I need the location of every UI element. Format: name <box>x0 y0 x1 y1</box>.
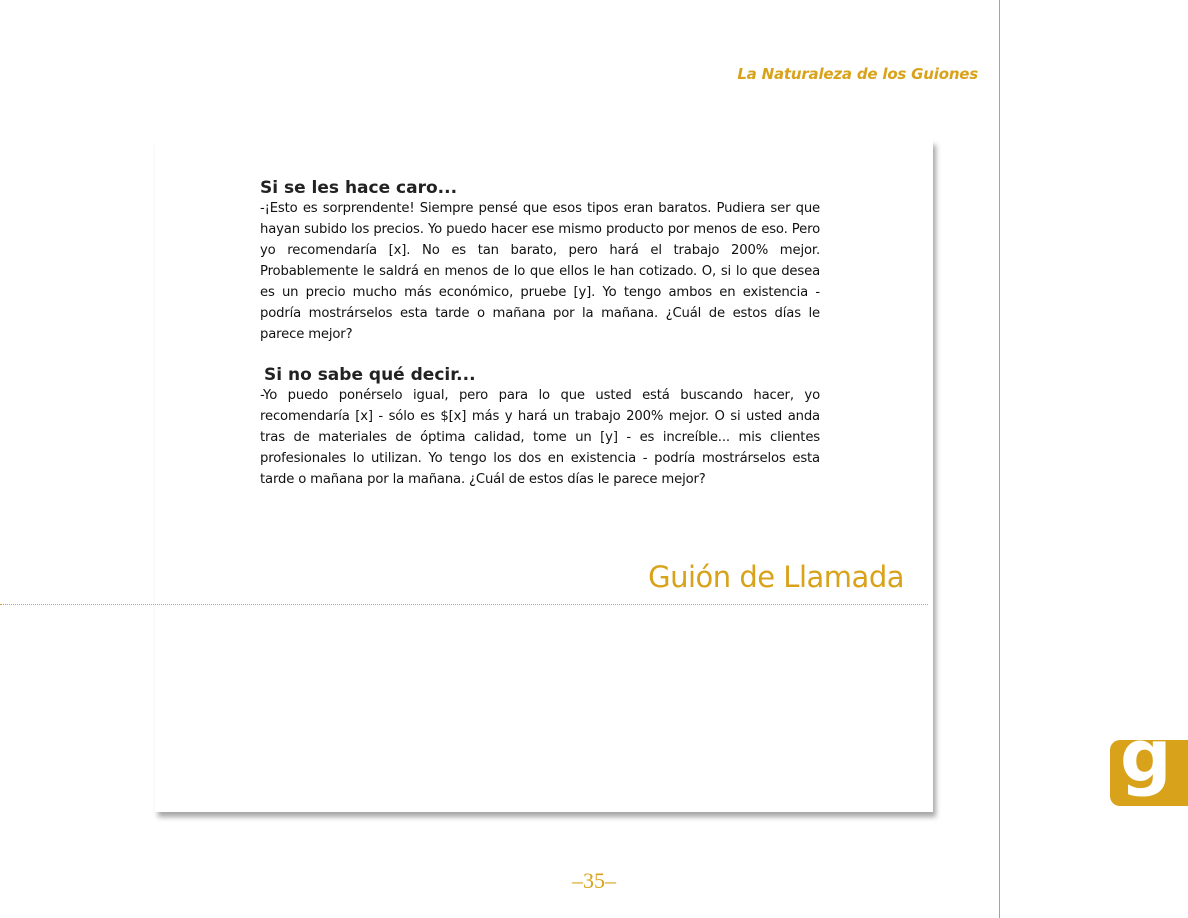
section-body-undecided: -Yo puedo ponérselo igual, pero para lo que usted está buscando hacer, yo recomendaría [x] - sólo es $[x] más y hará un trabajo 200% mejor. O si usted anda tras de materiales de óptima calidad, tome un [y] - es increíble... mis clientes profesionales lo utilizan. Yo tengo los dos en existencia - podría mostrárselos esta tarde o mañana por la mañana. ¿Cuál de estos días le parece mejor? <box>260 388 820 487</box>
running-header: La Naturaleza de los Guiones <box>737 65 978 83</box>
dotted-divider <box>0 604 928 605</box>
logo-letter: g <box>1120 714 1172 798</box>
page-number: –35– <box>572 868 616 893</box>
main-content <box>260 178 820 490</box>
section-title: Guión de Llamada <box>648 560 904 594</box>
section-body-expensive: -¡Esto es sorprendente! Siempre pensé que esos tipos eran baratos. Pudiera ser que hayan subido los precios. Yo puedo hacer ese mismo producto por menos de eso. Pero yo recomendaría [x]. No es tan barato, pero hará el trabajo 200% mejor. Probablemente le saldrá en menos de lo que ellos le han cotizado. O, si lo que desea es un precio mucho más económico, pruebe [y]. Yo tengo ambos en existencia - podría mostrárselos esta tarde o mañana por la mañana. ¿Cuál de estos días le parece mejor? <box>260 201 820 342</box>
right-margin-rule <box>999 0 1000 918</box>
section-heading-undecided: Si no sabe qué decir... <box>264 365 476 385</box>
g-logo-icon <box>1110 714 1188 806</box>
section-heading-expensive: Si se les hace caro... <box>260 178 458 198</box>
